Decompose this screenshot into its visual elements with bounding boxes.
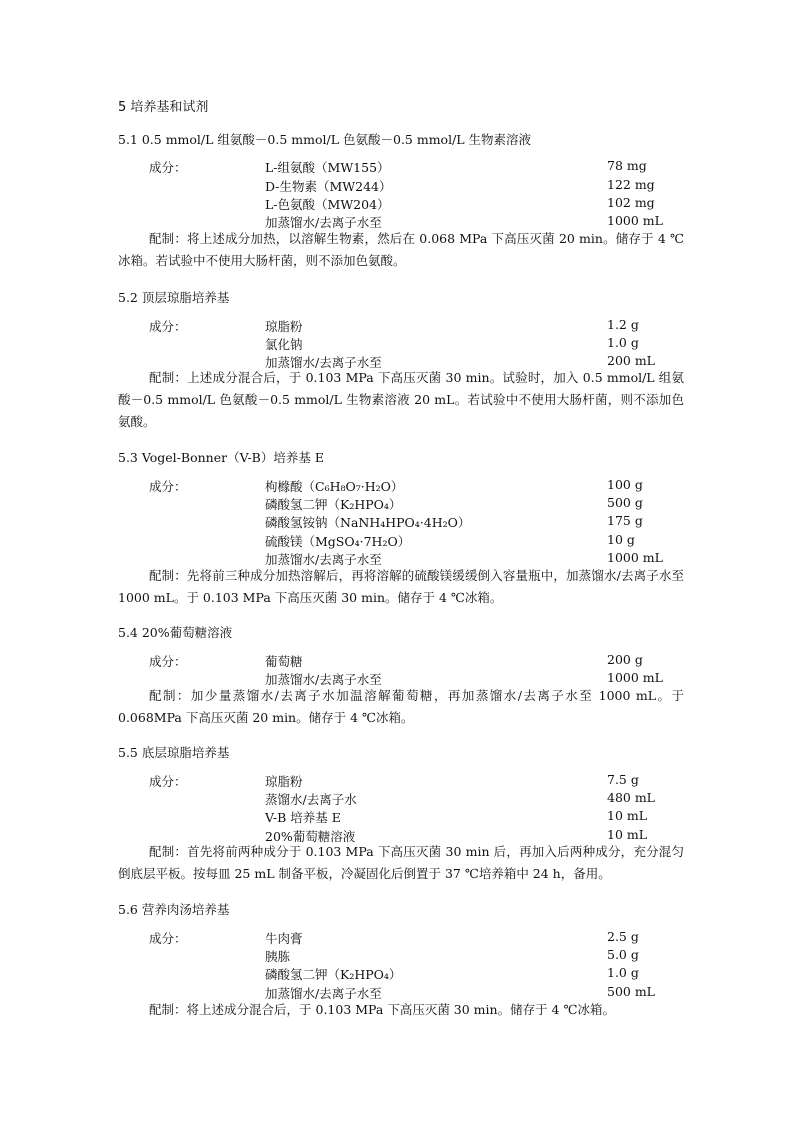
preparation-body: 将上述成分混合后，于 0.103 MPa 下高压灭菌 30 min。储存于 4 ℃冰箱。 <box>186 1002 615 1017</box>
ingredient-amount: 1.0 g <box>607 335 639 350</box>
ingredient-amount: 1000 mL <box>607 550 663 565</box>
preparation-text <box>118 685 684 729</box>
ingredient-amount: 7.5 g <box>607 772 639 787</box>
section-title: 5.4 20%葡萄糖溶液 <box>118 625 233 640</box>
ingredient-name: 琼脂粉 <box>265 774 303 789</box>
section-title: 5.6 营养肉汤培养基 <box>118 902 230 917</box>
ingredient-amount: 102 mg <box>607 195 655 210</box>
ingredient-amount: 10 mL <box>607 808 648 823</box>
ingredient-name: L-组氨酸（MW155） <box>265 160 390 175</box>
ingredients-label: 成分： <box>149 654 187 669</box>
ingredient-name: L-色氨酸（MW204） <box>265 197 390 212</box>
ingredient-name: 葡萄糖 <box>265 654 303 669</box>
section-title: 5.2 顶层琼脂培养基 <box>118 290 230 305</box>
preparation-label: 配制： <box>149 688 191 703</box>
ingredient-amount: 200 g <box>607 652 643 667</box>
preparation-text <box>118 367 684 433</box>
ingredient-name: 硫酸镁（MgSO₄·7H₂O） <box>265 534 411 549</box>
preparation-label: 配制： <box>149 568 187 583</box>
preparation-label: 配制： <box>149 1002 187 1017</box>
ingredient-name: 加蒸馏水/去离子水至 <box>265 552 382 567</box>
preparation-body: 先将前三种成分加热溶解后，再将溶解的硫酸镁缓缓倒入容量瓶中，加蒸馏水/去离子水至 1000 mL。于 0.103 MPa 下高压灭菌 30 min。储存于 4 ℃冰箱。 <box>118 568 684 605</box>
ingredient-name: 加蒸馏水/去离子水至 <box>265 672 382 687</box>
ingredient-amount: 122 mg <box>607 177 655 192</box>
ingredient-name: 蒸馏水/去离子水 <box>265 792 357 807</box>
ingredient-name: 牛肉膏 <box>265 931 303 946</box>
chapter-title: 5 培养基和试剂 <box>118 100 209 115</box>
preparation-text <box>118 841 684 885</box>
preparation-body: 上述成分混合后，于 0.103 MPa 下高压灭菌 30 min。试验时，加入 0.5 mmol/L 组氨酸－0.5 mmol/L 色氨酸－0.5 mmol/L 生物素溶液 20 mL。若试验中不使用大肠杆菌，则不添加色氨酸。 <box>118 370 684 429</box>
ingredient-amount: 175 g <box>607 513 643 528</box>
ingredient-name: 琼脂粉 <box>265 319 303 334</box>
section-title: 5.1 0.5 mmol/L 组氨酸－0.5 mmol/L 色氨酸－0.5 mmol/L 生物素溶液 <box>118 132 532 147</box>
ingredients-label: 成分： <box>149 319 187 334</box>
preparation-body: 将上述成分加热，以溶解生物素，然后在 0.068 MPa 下高压灭菌 20 min。储存于 4 ℃冰箱。若试验中不使用大肠杆菌，则不添加色氨酸。 <box>118 231 684 268</box>
preparation-body: 加少量蒸馏水/去离子水加温溶解葡萄糖，再加蒸馏水/去离子水至 1000 mL。于 0.068MPa 下高压灭菌 20 min。储存于 4 ℃冰箱。 <box>118 688 684 725</box>
ingredient-amount: 1000 mL <box>607 213 663 228</box>
ingredient-amount: 100 g <box>607 477 643 492</box>
ingredients-label: 成分： <box>149 931 187 946</box>
ingredient-name: 加蒸馏水/去离子水至 <box>265 355 382 370</box>
ingredient-name: 胰胨 <box>265 949 291 964</box>
ingredient-amount: 10 mL <box>607 827 648 842</box>
preparation-text <box>118 228 684 272</box>
ingredient-name: 磷酸氢铵钠（NaNH₄HPO₄·4H₂O） <box>265 515 471 530</box>
ingredient-amount: 10 g <box>607 532 635 547</box>
ingredient-name: 枸橼酸（C₆H₈O₇·H₂O） <box>265 479 404 494</box>
ingredients-label: 成分： <box>149 774 187 789</box>
ingredients-label: 成分： <box>149 160 187 175</box>
ingredient-amount: 500 g <box>607 495 643 510</box>
ingredient-name: 20%葡萄糖溶液 <box>265 829 356 844</box>
ingredient-amount: 5.0 g <box>607 947 639 962</box>
preparation-text <box>118 999 684 1021</box>
preparation-body: 首先将前两种成分于 0.103 MPa 下高压灭菌 30 min 后，再加入后两种成分，充分混匀倒底层平板。按每皿 25 mL 制备平板，冷凝固化后倒置于 37 ℃培养箱中 24 h，备用。 <box>118 844 684 881</box>
ingredient-amount: 1000 mL <box>607 670 663 685</box>
ingredient-amount: 1.0 g <box>607 965 639 980</box>
ingredient-name: 加蒸馏水/去离子水至 <box>265 986 382 1001</box>
ingredient-name: 磷酸氢二钾（K₂HPO₄） <box>265 967 402 982</box>
section-title: 5.5 底层琼脂培养基 <box>118 745 230 760</box>
preparation-label: 配制： <box>149 231 188 246</box>
ingredient-name: 加蒸馏水/去离子水至 <box>265 215 382 230</box>
ingredient-amount: 1.2 g <box>607 317 639 332</box>
ingredient-name: 氯化钠 <box>265 337 303 352</box>
preparation-text <box>118 565 684 609</box>
ingredient-amount: 200 mL <box>607 353 655 368</box>
ingredient-amount: 500 mL <box>607 984 655 999</box>
section-title: 5.3 Vogel-Bonner（V-B）培养基 E <box>118 450 324 465</box>
ingredients-label: 成分： <box>149 479 187 494</box>
ingredient-name: V-B 培养基 E <box>265 810 341 825</box>
preparation-label: 配制： <box>149 370 188 385</box>
preparation-label: 配制： <box>149 844 188 859</box>
ingredient-amount: 480 mL <box>607 790 655 805</box>
ingredient-amount: 78 mg <box>607 158 647 173</box>
ingredient-amount: 2.5 g <box>607 929 639 944</box>
ingredient-name: D-生物素（MW244） <box>265 179 392 194</box>
ingredient-name: 磷酸氢二钾（K₂HPO₄） <box>265 497 402 512</box>
